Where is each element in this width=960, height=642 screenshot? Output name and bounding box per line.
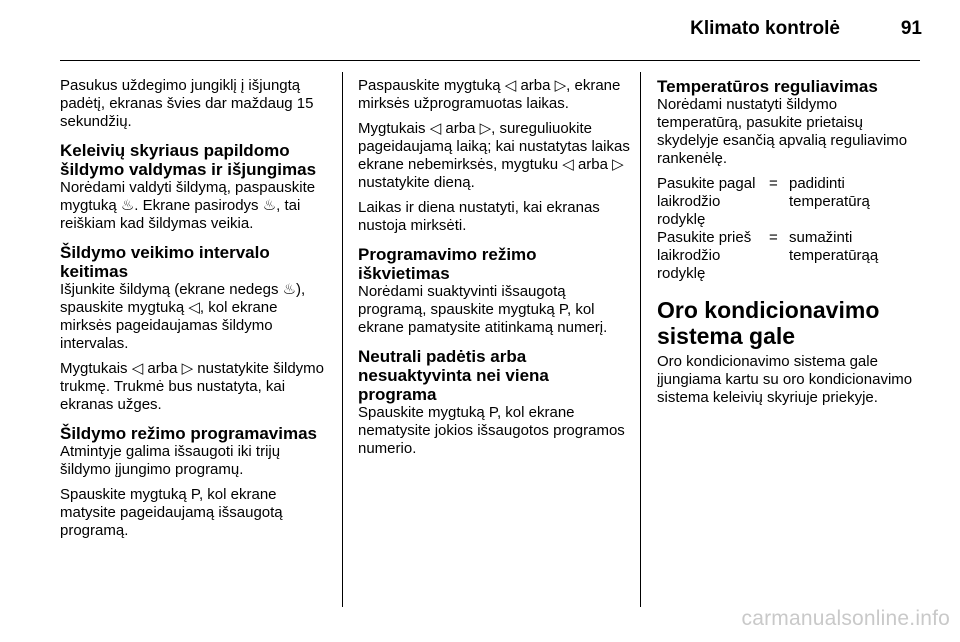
section-heading: Šildymo režimo programavimas: [60, 424, 317, 443]
column-3: [657, 77, 919, 414]
paragraph: Norėdami valdyti šildymą, paspauskite mygtuką ♨. Ekrane pasirodys ♨, tai reiškiam kad šildymas veikia.: [60, 179, 316, 232]
column-divider: [640, 72, 641, 607]
paragraph: Norėdami nustatyti šildymo temperatūrą, pasukite prietaisų skydelyje esančią apvalią reguliavimo rankenėlę.: [657, 96, 908, 167]
section-heading: Programavimo režimo iškvietimas: [358, 245, 537, 283]
paragraph: Spauskite mygtuką P, kol ekrane matysite pageidaujamą išsaugotą programą.: [60, 486, 283, 539]
table-cell-result: padidinti temperatūrą: [789, 175, 870, 210]
paragraph: Paspauskite mygtuką ◁ arba ▷, ekrane mirksės užprogramuotas laikas.: [358, 77, 621, 112]
page-number: 91: [900, 18, 922, 39]
table-cell-action: Pasukite pagal laikrodžio rodyklę: [657, 175, 756, 228]
paragraph: Atmintyje galima išsaugoti iki trijų šildymo įjungimo programų.: [60, 443, 281, 478]
rotation-table: [657, 175, 919, 283]
table-cell-result: sumažinti temperatūrąą: [789, 229, 879, 264]
table-cell-action: Pasukite prieš laikrodžio rodyklę: [657, 229, 752, 282]
paragraph: Mygtukais ◁ arba ▷, sureguliuokite pageidaujamą laiką; kai nustatytas laikas ekrane nebemirksės, mygtuku ◁ arba ▷ nustatykite dieną.: [358, 120, 630, 191]
paragraph: Išjunkite šildymą (ekrane nedegs ♨), spauskite mygtuką ◁, kol ekrane mirksės pageidaujamas šildymo intervalas.: [60, 281, 306, 352]
column-divider: [342, 72, 343, 607]
chapter-heading: Oro kondicionavimo sistema gale: [657, 297, 880, 349]
table-cell-equals: =: [769, 229, 778, 246]
paragraph: Laikas ir diena nustatyti, kai ekranas nustoja mirksėti.: [358, 199, 600, 234]
paragraph: Norėdami suaktyvinti išsaugotą programą, spauskite mygtuką P, kol ekrane pamatysite atitinkamą numerį.: [358, 283, 608, 336]
page-title: Klimato kontrolė: [690, 18, 840, 39]
section-heading: Keleivių skyriaus papildomo šildymo valdymas ir išjungimas: [60, 141, 317, 179]
column-2: [358, 77, 630, 465]
column-1: [60, 77, 332, 547]
section-heading: Šildymo veikimo intervalo keitimas: [60, 243, 270, 281]
paragraph: Spauskite mygtuką P, kol ekrane nematysite jokios išsaugotos programos numerio.: [358, 404, 625, 457]
table-cell-equals: =: [769, 175, 778, 192]
watermark: carmanualsonline.info: [741, 607, 950, 630]
paragraph: Mygtukais ◁ arba ▷ nustatykite šildymo trukmę. Trukmė bus nustatyta, kai ekranas užges.: [60, 360, 325, 413]
section-heading: Neutrali padėtis arba nesuaktyvinta nei viena programa: [358, 347, 549, 404]
section-heading: Temperatūros reguliavimas: [657, 77, 878, 96]
header-rule: [60, 60, 920, 61]
paragraph: Pasukus uždegimo jungiklį į išjungtą padėtį, ekranas švies dar maždaug 15 sekundžių.: [60, 77, 314, 130]
paragraph: Oro kondicionavimo sistema gale įjungiama kartu su oro kondicionavimo sistema keleivių skyriuje priekyje.: [657, 353, 913, 406]
